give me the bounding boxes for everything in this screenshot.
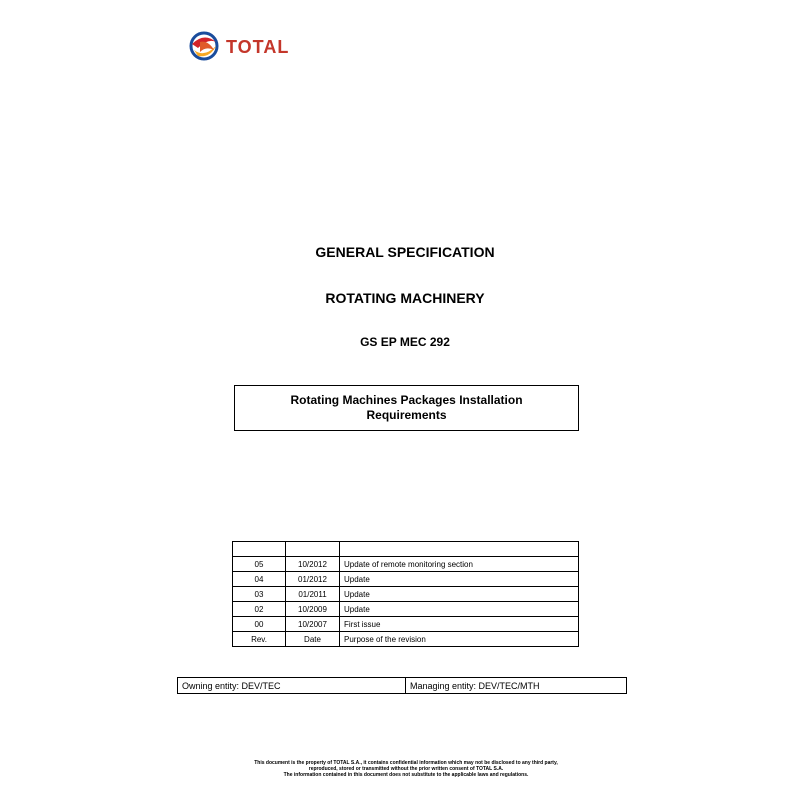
purpose-cell: Update [340, 602, 579, 617]
document-title-box [234, 385, 579, 431]
document-category-title: ROTATING MACHINERY [325, 290, 485, 306]
rev-cell: 02 [233, 602, 286, 617]
footer-line2: reproduced, stored or transmitted without the prior written consent of TOTAL S.A. [308, 766, 504, 772]
date-header: Date [286, 632, 340, 647]
date-cell: 10/2007 [286, 617, 340, 632]
document-code: GS EP MEC 292 [360, 335, 450, 349]
table-header-row [233, 632, 579, 647]
table-row [233, 602, 579, 617]
table-row [178, 678, 627, 694]
purpose-cell: Update [340, 572, 579, 587]
rev-cell: 05 [233, 557, 286, 572]
table-row [233, 557, 579, 572]
logo-brand-text: TOTAL [226, 37, 290, 57]
total-logo-icon [186, 28, 222, 64]
table-row [233, 572, 579, 587]
footer-line3: The information contained in this document does not substitute to the applicable laws and regulations. [283, 772, 529, 778]
purpose-cell: Update of remote monitoring section [340, 557, 579, 572]
managing-entity: Managing entity: DEV/TEC/MTH [406, 678, 627, 694]
document-title-line2: Requirements [366, 408, 447, 422]
document-type-title: GENERAL SPECIFICATION [315, 244, 495, 260]
rev-cell: 03 [233, 587, 286, 602]
entity-table [177, 677, 627, 694]
table-row [233, 617, 579, 632]
total-logo [186, 28, 296, 64]
rev-cell: 00 [233, 617, 286, 632]
confidentiality-footer [0, 760, 800, 778]
owning-entity: Owning entity: DEV/TEC [178, 678, 406, 694]
date-cell: 10/2009 [286, 602, 340, 617]
date-cell [286, 542, 340, 557]
purpose-header: Purpose of the revision [340, 632, 579, 647]
date-cell: 10/2012 [286, 557, 340, 572]
footer-line1: This document is the property of TOTAL S.A., it contains confidential information which may not be disclosed to any third party, [254, 760, 558, 766]
rev-cell: 04 [233, 572, 286, 587]
table-row [233, 542, 579, 557]
purpose-cell: Update [340, 587, 579, 602]
date-cell: 01/2011 [286, 587, 340, 602]
rev-header: Rev. [233, 632, 286, 647]
purpose-cell [340, 542, 579, 557]
date-cell: 01/2012 [286, 572, 340, 587]
table-row [233, 587, 579, 602]
revision-table [232, 541, 579, 647]
rev-cell [233, 542, 286, 557]
document-title-line1: Rotating Machines Packages Installation [290, 393, 523, 407]
purpose-cell: First issue [340, 617, 579, 632]
